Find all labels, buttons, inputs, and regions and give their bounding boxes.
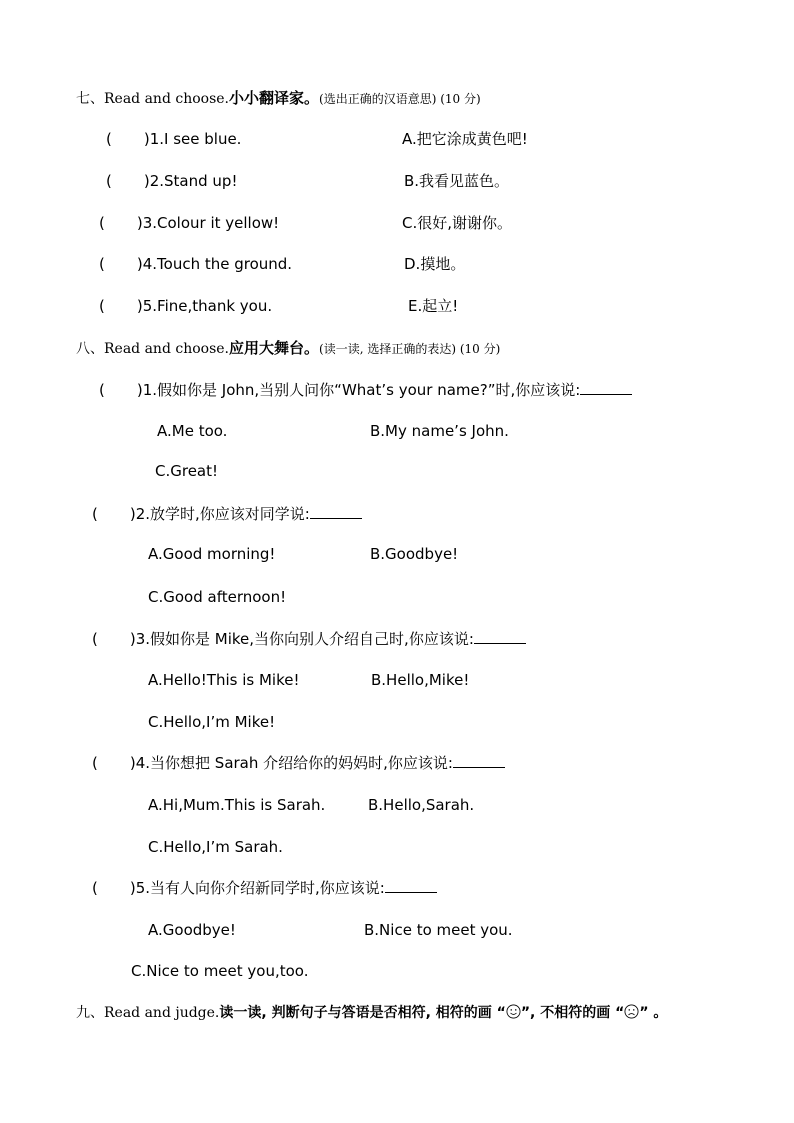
s7-item-text: 1.I see blue.	[149, 130, 242, 148]
s8-q1-option-b: B.My name’s John.	[370, 422, 509, 440]
answer-paren-open: (	[99, 255, 105, 273]
section-9-text-3: ” 。	[639, 1005, 668, 1021]
s8-q3-option-c: C.Hello,I’m Mike!	[148, 713, 276, 731]
s8-q5-option-b: B.Nice to meet you.	[364, 921, 513, 939]
answer-paren-close: )	[129, 630, 136, 648]
answer-paren-close: )	[136, 214, 143, 232]
answer-paren-open: (	[99, 297, 105, 315]
answer-paren-close: )	[129, 879, 136, 897]
section-7-title: 小小翻译家。	[229, 89, 320, 107]
answer-paren-close: )	[136, 381, 143, 399]
s8-q4-option-c: C.Hello,I’m Sarah.	[148, 838, 283, 856]
fill-blank[interactable]	[385, 878, 437, 893]
s7-item-5	[99, 296, 272, 316]
s8-q3-option-a: A.Hello!This is Mike!	[148, 671, 300, 689]
s7-item-1	[106, 129, 241, 149]
section-7-note: (选出正确的汉语意思) (10 分)	[319, 92, 481, 106]
section-8-title: 应用大舞台。	[229, 339, 320, 357]
s8-q2-option-a: A.Good morning!	[148, 545, 276, 563]
s8-q5-option-a: A.Goodbye!	[148, 921, 236, 939]
s7-item-text: 4.Touch the ground.	[142, 255, 293, 273]
s8-q3-option-b: B.Hello,Mike!	[371, 671, 470, 689]
s8-question-3	[92, 629, 526, 649]
s7-option-c: C.很好,谢谢你。	[402, 214, 513, 232]
answer-paren-close: )	[136, 255, 143, 273]
s7-option-a: A.把它涂成黄色吧!	[402, 130, 528, 148]
s8-q2-option-b: B.Goodbye!	[370, 545, 459, 563]
fill-blank[interactable]	[474, 629, 526, 644]
section-8-prefix: 八、Read and choose.	[76, 341, 229, 357]
section-9-text-1: 读一读, 判断句子与答语是否相符, 相符的画 “	[219, 1005, 506, 1021]
s8-question-1	[99, 380, 632, 400]
s7-item-text: 2.Stand up!	[149, 172, 238, 190]
s7-item-4	[99, 254, 292, 274]
s8-q1-option-c: C.Great!	[155, 462, 219, 480]
s8-question-2	[92, 504, 362, 524]
s8-q4-option-b: B.Hello,Sarah.	[368, 796, 475, 814]
s8-q2-option-c: C.Good afternoon!	[148, 588, 287, 606]
answer-paren-open: (	[106, 172, 112, 190]
s8-q1-option-a: A.Me too.	[157, 422, 228, 440]
section-9-heading	[76, 1003, 667, 1023]
answer-paren-open: (	[92, 879, 98, 897]
section-7-heading	[76, 88, 481, 109]
answer-paren-open: (	[92, 630, 98, 648]
s7-option-b: B.我看见蓝色。	[404, 172, 510, 190]
s8-question-text: 5.当有人向你介绍新同学时,你应该说:	[135, 879, 385, 897]
fill-blank[interactable]	[580, 380, 632, 395]
s8-q5-option-c: C.Nice to meet you,too.	[131, 962, 309, 980]
section-9-prefix: 九、Read and judge.	[76, 1005, 220, 1021]
answer-paren-open: (	[92, 505, 98, 523]
answer-paren-close: )	[143, 130, 150, 148]
answer-paren-open: (	[92, 754, 98, 772]
answer-paren-close: )	[129, 505, 136, 523]
fill-blank[interactable]	[310, 504, 362, 519]
s8-question-text: 2.放学时,你应该对同学说:	[135, 505, 310, 523]
smiley-face-icon	[506, 1004, 521, 1019]
s8-question-text: 1.假如你是 John,当别人问你“What’s your name?”时,你应该说:	[142, 381, 581, 399]
frowning-face-icon	[624, 1004, 639, 1019]
fill-blank[interactable]	[453, 753, 505, 768]
section-9-text-2: ”, 不相符的画 “	[520, 1005, 625, 1021]
answer-paren-open: (	[99, 381, 105, 399]
s7-item-text: 3.Colour it yellow!	[142, 214, 280, 232]
s7-item-text: 5.Fine,thank you.	[142, 297, 273, 315]
answer-paren-open: (	[106, 130, 112, 148]
s8-question-4	[92, 753, 505, 773]
section-7-prefix: 七、Read and choose.	[76, 91, 229, 107]
s7-option-e: E.起立!	[408, 297, 459, 315]
s7-option-d: D.摸地。	[404, 255, 466, 273]
s8-q4-option-a: A.Hi,Mum.This is Sarah.	[148, 796, 326, 814]
s7-item-3	[99, 213, 279, 233]
section-8-note: (读一读, 选择正确的表达) (10 分)	[319, 342, 501, 356]
section-8-heading	[76, 338, 500, 359]
s8-question-text: 4.当你想把 Sarah 介绍给你的妈妈时,你应该说:	[135, 754, 453, 772]
answer-paren-open: (	[99, 214, 105, 232]
s7-item-2	[106, 171, 237, 191]
s8-question-text: 3.假如你是 Mike,当你向别人介绍自己时,你应该说:	[135, 630, 474, 648]
answer-paren-close: )	[143, 172, 150, 190]
answer-paren-close: )	[136, 297, 143, 315]
s8-question-5	[92, 878, 437, 898]
answer-paren-close: )	[129, 754, 136, 772]
